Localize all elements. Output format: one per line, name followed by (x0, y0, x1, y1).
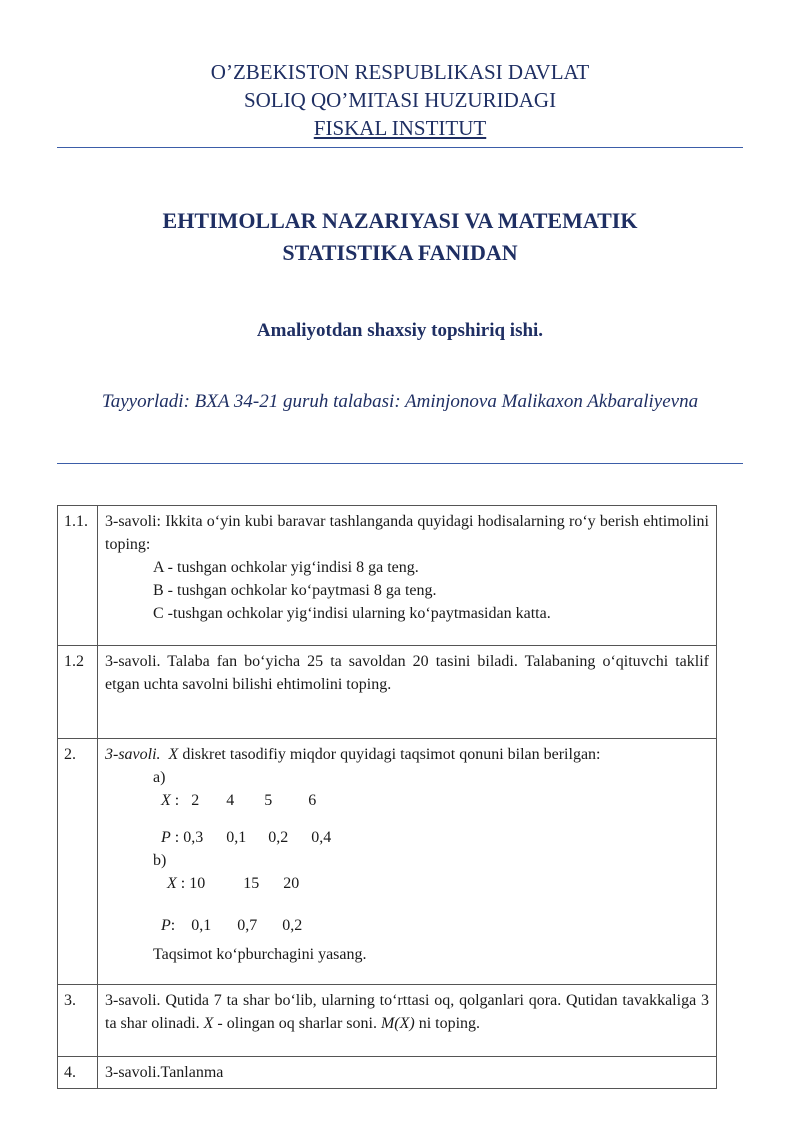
header-divider (57, 147, 743, 148)
task-text: 3-savoli. Talaba fan bo‘yicha 25 ta savoldan 20 tasini biladi. Talabaning o‘qituvchi taklif etgan uchta savolni bilishi ehtimolini toping. (105, 653, 709, 693)
institution-header (0, 58, 800, 142)
p-value: 0,2 (268, 829, 289, 846)
table-row (58, 506, 717, 646)
p-value: 0,3 (183, 829, 204, 846)
distribution-b-p: P: 0,1 0,7 0,2 (105, 914, 709, 937)
task-content (98, 1057, 717, 1089)
author-divider (57, 463, 743, 464)
task-number: 1.1. (58, 506, 98, 646)
x-value: 2 (191, 792, 200, 809)
list-item: C -tushgan ochkolar yig‘indisi ularning ko‘paytmasidan katta. (153, 605, 551, 622)
task-number: 4. (58, 1057, 98, 1089)
distribution-a-x: X : 2 4 5 6 (105, 789, 709, 812)
title-line-1: EHTIMOLLAR NAZARIYASI VA MATEMATIK (162, 208, 638, 233)
p-value: 0,1 (191, 917, 212, 934)
task-text-part: ni toping. (414, 1015, 481, 1032)
p-value: 0,4 (311, 829, 332, 846)
table-row (58, 646, 717, 739)
p-label: P (161, 829, 171, 846)
task-text-rest: diskret tasodifiy miqdor quyidagi taqsimot qonuni bilan berilgan: (178, 746, 601, 763)
task-text (105, 743, 709, 766)
header-line-3: FISKAL INSTITUT (313, 116, 487, 140)
x-value: 10 (189, 875, 206, 892)
task-content (98, 985, 717, 1057)
title-line-2: STATISTIKA FANIDAN (282, 240, 518, 265)
p-value: 0,7 (237, 917, 258, 934)
table-row (58, 739, 717, 985)
expectation-mx: M(X) (380, 1015, 415, 1032)
header-line-2: SOLIQ QO’MITASI HUZURIDAGI (243, 88, 557, 112)
document-title (0, 205, 800, 269)
task-closing: Taqsimot ko‘pburchagini yasang. (153, 946, 367, 963)
x-label: X (167, 875, 177, 892)
x-value: 4 (226, 792, 235, 809)
x-value: 20 (283, 875, 300, 892)
list-item: B - tushgan ochkolar ko‘paytmasi 8 ga teng. (153, 582, 437, 599)
task-content (98, 739, 717, 985)
task-text (105, 989, 709, 1035)
task-content (98, 506, 717, 646)
task-text: 3-savoli.Tanlanma (105, 1064, 224, 1081)
task-number: 3. (58, 985, 98, 1057)
table-row (58, 985, 717, 1057)
variable-x: X (168, 746, 179, 763)
task-content (98, 646, 717, 739)
task-text: 3-savoli: Ikkita o‘yin kubi baravar tashlanganda quyidagi hodisalarning ro‘y berish ehtimolini toping: (105, 513, 709, 553)
task-number: 2. (58, 739, 98, 985)
part-a-label: a) (153, 769, 166, 786)
task-lead: 3-savoli. (105, 746, 161, 763)
header-line-1: O’ZBEKISTON RESPUBLIKASI DAVLAT (210, 60, 590, 84)
task-text-part: 3-savoli. Qutida 7 ta shar bo‘lib, ularning to‘rttasi oq, qolganlari qora. Qutidan tavakkaliga 3 ta shar olinadi. (105, 992, 709, 1032)
part-b-label: b) (153, 852, 167, 869)
distribution-b-x: X : 10 15 20 (105, 872, 709, 895)
author-line: Tayyorladi: BXA 34-21 guruh talabasi: Aminjonova Malikaxon Akbaraliyevna (101, 391, 699, 412)
x-value: 15 (243, 875, 260, 892)
task-text-part: - olingan oq sharlar soni. (213, 1015, 381, 1032)
p-value: 0,1 (226, 829, 247, 846)
p-value: 0,2 (282, 917, 303, 934)
x-label: X (161, 792, 171, 809)
variable-x: X (203, 1015, 214, 1032)
x-value: 6 (308, 792, 317, 809)
table-row (58, 1057, 717, 1089)
x-value: 5 (264, 792, 273, 809)
p-label: P (161, 917, 171, 934)
tasks-table (57, 505, 717, 1089)
document-subtitle: Amaliyotdan shaxsiy topshiriq ishi. (256, 320, 544, 341)
list-item: A - tushgan ochkolar yig‘indisi 8 ga teng. (153, 559, 419, 576)
task-number: 1.2 (58, 646, 98, 739)
distribution-a-p: P : 0,3 0,1 0,2 0,4 (105, 826, 709, 849)
